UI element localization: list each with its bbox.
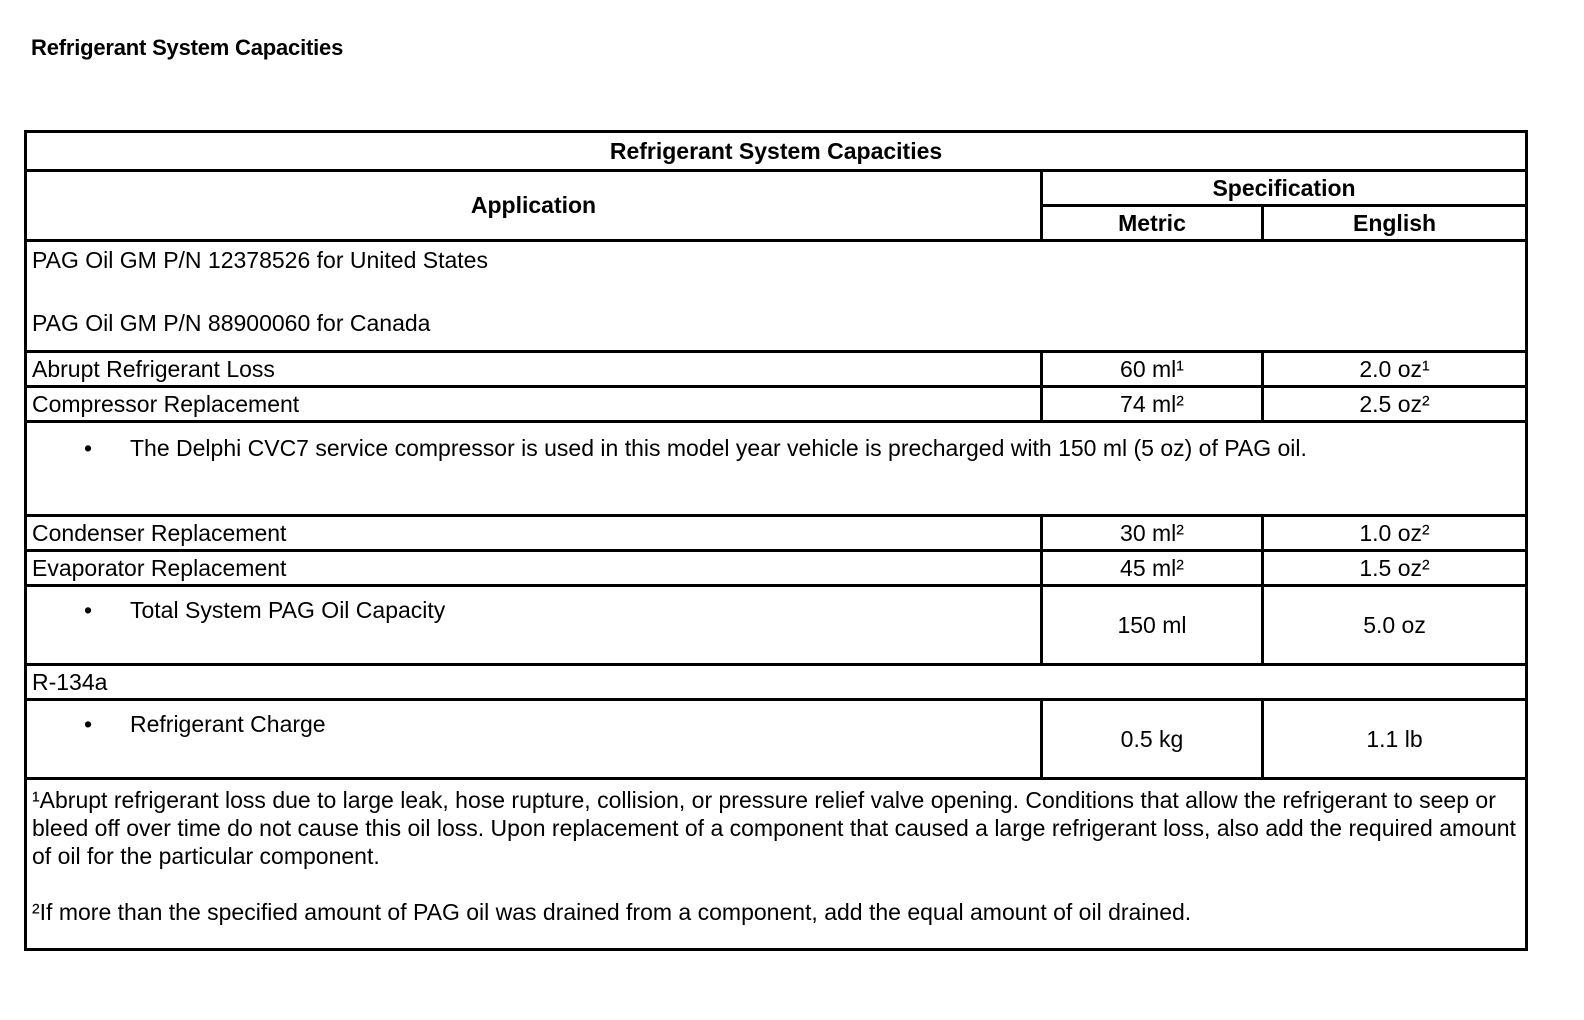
oil-part-numbers-row xyxy=(26,241,1527,352)
footnotes-cell xyxy=(26,779,1527,950)
abrupt-loss-metric: 60 ml¹ xyxy=(1042,352,1263,387)
bullet-icon: • xyxy=(84,435,93,461)
refrigerant-charge-english: 1.1 lb xyxy=(1263,700,1527,779)
table-row xyxy=(26,387,1527,422)
table-row xyxy=(26,586,1527,665)
evaporator-metric: 45 ml² xyxy=(1042,551,1263,586)
evaporator-english: 1.5 oz² xyxy=(1263,551,1527,586)
condenser-metric: 30 ml² xyxy=(1042,516,1263,551)
footnotes-row xyxy=(26,779,1527,950)
oil-part-numbers-cell xyxy=(26,241,1527,352)
compressor-application: Compressor Replacement xyxy=(26,387,1042,422)
compressor-note-text: The Delphi CVC7 service compressor is used in this model year vehicle is precharged with 150 ml (5 oz) of PAG oil. xyxy=(130,435,1307,461)
refrigerant-charge-metric: 0.5 kg xyxy=(1042,700,1263,779)
table-row xyxy=(26,352,1527,387)
total-oil-english: 5.0 oz xyxy=(1263,586,1527,665)
abrupt-loss-application: Abrupt Refrigerant Loss xyxy=(26,352,1042,387)
specification-header: Specification xyxy=(1042,171,1527,206)
table-caption-row xyxy=(26,132,1527,171)
table-row xyxy=(26,551,1527,586)
bullet-icon: • xyxy=(84,597,93,623)
footnote-1: ¹Abrupt refrigerant loss due to large leak, hose rupture, collision, or pressure relief valve opening. Conditions that allow the refrigerant to seep or bleed off over time do not cause this oil loss. Upon replacement of a component that caused a large refrigerant loss, also add the required amount of oil for the particular component. xyxy=(32,787,1516,869)
application-header: Application xyxy=(26,171,1042,241)
compressor-note-row xyxy=(26,422,1527,516)
page-title: Refrigerant System Capacities xyxy=(31,35,344,60)
refrigerant-charge-application xyxy=(26,700,1042,779)
table-caption: Refrigerant System Capacities xyxy=(26,132,1527,171)
footnote-2: ²If more than the specified amount of PAG oil was drained from a component, add the equal amount of oil drained. xyxy=(32,899,1192,925)
oil-part-number-us: PAG Oil GM P/N 12378526 for United States xyxy=(32,247,488,273)
bullet-icon: • xyxy=(84,711,93,737)
total-oil-application xyxy=(26,586,1042,665)
table-row xyxy=(26,516,1527,551)
metric-header: Metric xyxy=(1042,206,1263,241)
compressor-english: 2.5 oz² xyxy=(1263,387,1527,422)
total-oil-metric: 150 ml xyxy=(1042,586,1263,665)
evaporator-application: Evaporator Replacement xyxy=(26,551,1042,586)
refrigerant-type: R-134a xyxy=(26,665,1527,700)
condenser-application: Condenser Replacement xyxy=(26,516,1042,551)
refrigerant-charge-label: Refrigerant Charge xyxy=(130,711,326,737)
capacities-table xyxy=(24,130,1528,951)
compressor-metric: 74 ml² xyxy=(1042,387,1263,422)
abrupt-loss-english: 2.0 oz¹ xyxy=(1263,352,1527,387)
table-row xyxy=(26,700,1527,779)
total-oil-label: Total System PAG Oil Capacity xyxy=(130,597,446,623)
header-row-1 xyxy=(26,171,1527,206)
refrigerant-type-row xyxy=(26,665,1527,700)
oil-part-number-canada: PAG Oil GM P/N 88900060 for Canada xyxy=(32,310,431,336)
compressor-note-cell xyxy=(26,422,1527,516)
condenser-english: 1.0 oz² xyxy=(1263,516,1527,551)
english-header: English xyxy=(1263,206,1527,241)
